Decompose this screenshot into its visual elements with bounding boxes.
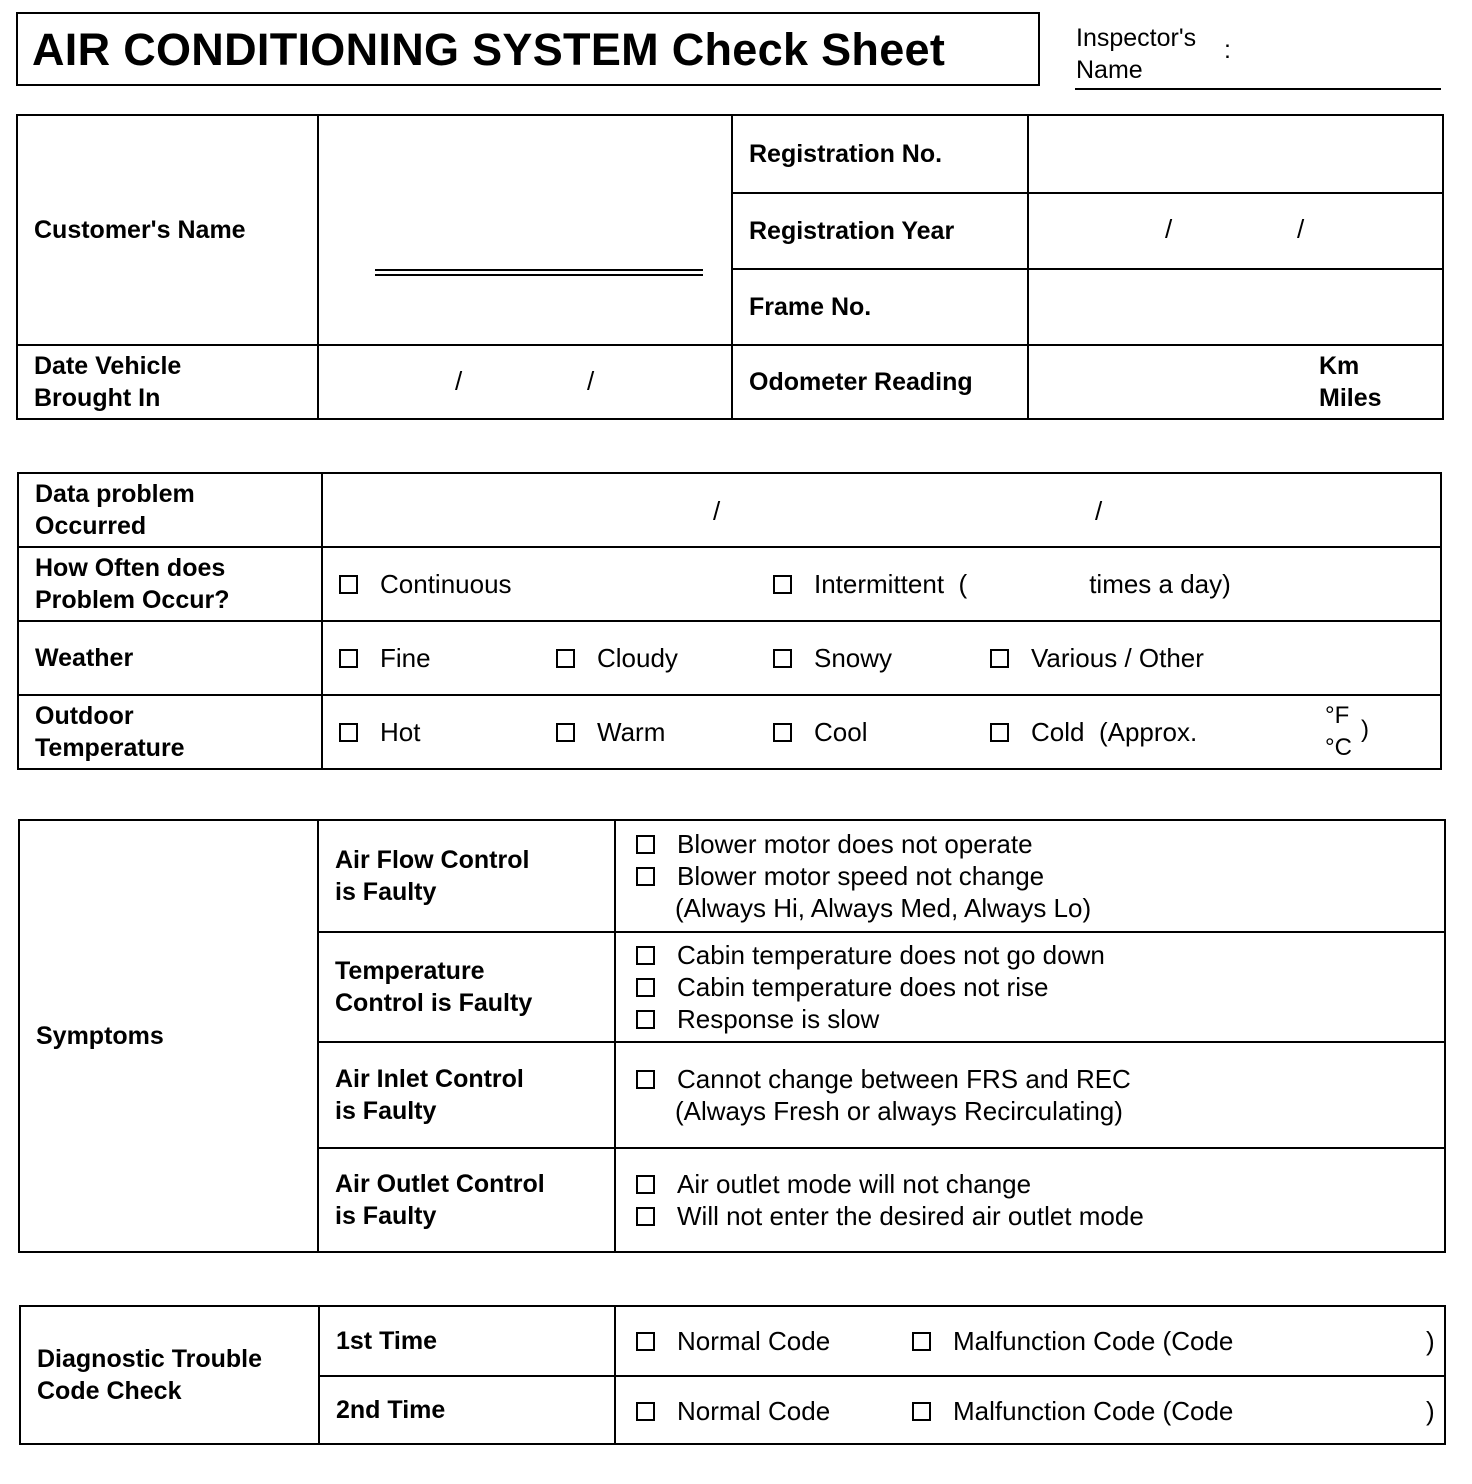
dtc-1st-time-options [615,1306,1445,1376]
checkbox-icon[interactable] [636,946,655,965]
frame-no-field[interactable] [1028,269,1443,345]
inspector-name-field[interactable] [1075,88,1441,90]
option-malfunction-code[interactable]: Malfunction Code (Code [912,1395,1233,1427]
option-cool[interactable]: Cool [773,716,990,748]
customer-name-label: Customer's Name [17,115,318,345]
option-malfunction-code[interactable]: Malfunction Code (Code [912,1325,1233,1357]
celsius-unit: °C [1325,734,1352,761]
option-outlet-mode-not-change[interactable]: Air outlet mode will not change [636,1168,1444,1200]
weather-options [322,621,1441,695]
inspector-colon: : [1224,36,1231,64]
option-cabin-not-rise[interactable]: Cabin temperature does not rise [636,971,1444,1003]
checkbox-icon[interactable] [636,978,655,997]
checkbox-icon[interactable] [339,723,358,742]
temperature-control-label: Temperature Control is Faulty [318,932,615,1042]
registration-year-field[interactable] [1028,193,1443,269]
checkbox-icon[interactable] [636,1175,655,1194]
dtc-2nd-time-options [615,1376,1445,1444]
paren-close: ) [1426,1396,1435,1426]
checkbox-icon[interactable] [339,649,358,668]
how-often-label: How Often does Problem Occur? [18,547,322,621]
date-separator: / [713,496,721,526]
symptoms-label: Symptoms [19,820,318,1252]
option-snowy[interactable]: Snowy [773,642,990,674]
option-various-other[interactable]: Various / Other [990,642,1204,674]
weather-label: Weather [18,621,322,695]
date-brought-in-field[interactable] [318,345,732,419]
air-flow-control-options [615,820,1445,932]
km-unit: Km [1319,352,1360,380]
option-cannot-change-frs-rec[interactable]: Cannot change between FRS and REC [636,1063,1444,1095]
date-separator: / [1165,214,1173,244]
customer-name-field[interactable] [318,115,732,345]
option-cold[interactable]: Cold (Approx. [990,716,1197,748]
option-normal-code[interactable]: Normal Code [636,1325,912,1357]
customer-name-line [375,269,703,276]
vehicle-info-table [16,114,1444,420]
option-warm[interactable]: Warm [556,716,773,748]
option-cabin-not-go-down[interactable]: Cabin temperature does not go down [636,939,1444,971]
symptoms-table [18,819,1446,1253]
paren-close: ) [1426,1326,1435,1356]
option-continuous[interactable]: Continuous [339,568,773,600]
checkbox-icon[interactable] [636,835,655,854]
option-cloudy[interactable]: Cloudy [556,642,773,674]
inspector-label: Inspector's Name [1076,24,1197,84]
page-title: AIR CONDITIONING SYSTEM Check Sheet [32,24,946,75]
registration-no-label: Registration No. [732,115,1028,193]
option-hot[interactable]: Hot [339,716,556,748]
option-blower-speed-not-change[interactable]: Blower motor speed not change [636,860,1444,892]
conditions-table [17,472,1442,770]
how-often-options [322,547,1441,621]
date-brought-in-label: Date Vehicle Brought In [17,345,318,419]
date-separator: / [1297,214,1305,244]
date-occurred-label: Data problem Occurred [18,473,322,547]
paren-close: ) [1361,716,1369,743]
air-flow-note: (Always Hi, Always Med, Always Lo) [675,893,1092,923]
dtc-2nd-time-label: 2nd Time [319,1376,615,1444]
option-response-slow[interactable]: Response is slow [636,1003,1444,1035]
checkbox-icon[interactable] [636,1070,655,1089]
checkbox-icon[interactable] [773,649,792,668]
option-normal-code[interactable]: Normal Code [636,1395,912,1427]
option-intermittent[interactable]: Intermittent ( times a day) [773,568,1231,600]
outdoor-temperature-label: Outdoor Temperature [18,695,322,769]
checkbox-icon[interactable] [636,1207,655,1226]
checkbox-icon[interactable] [636,867,655,886]
air-inlet-control-label: Air Inlet Control is Faulty [318,1042,615,1148]
temperature-options [322,695,1441,769]
checkbox-icon[interactable] [912,1402,931,1421]
fahrenheit-unit: °F [1325,702,1350,729]
checkbox-icon[interactable] [990,649,1009,668]
checkbox-icon[interactable] [990,723,1009,742]
air-outlet-control-options [615,1148,1445,1252]
date-separator: / [587,366,595,396]
registration-year-label: Registration Year [732,193,1028,269]
checkbox-icon[interactable] [556,649,575,668]
dtc-1st-time-label: 1st Time [319,1306,615,1376]
checkbox-icon[interactable] [636,1402,655,1421]
checkbox-icon[interactable] [636,1332,655,1351]
temperature-control-options [615,932,1445,1042]
title-box [16,12,1040,86]
checkbox-icon[interactable] [636,1010,655,1029]
air-outlet-control-label: Air Outlet Control is Faulty [318,1148,615,1252]
air-inlet-note: (Always Fresh or always Recirculating) [675,1096,1123,1126]
option-not-enter-desired-mode[interactable]: Will not enter the desired air outlet mode [636,1200,1444,1232]
option-fine[interactable]: Fine [339,642,556,674]
dtc-label: Diagnostic Trouble Code Check [20,1306,319,1444]
air-flow-control-label: Air Flow Control is Faulty [318,820,615,932]
date-separator: / [455,366,463,396]
date-separator: / [1095,496,1103,526]
air-inlet-control-options [615,1042,1445,1148]
dtc-table [19,1305,1446,1445]
registration-no-field[interactable] [1028,115,1443,193]
checkbox-icon[interactable] [773,575,792,594]
checkbox-icon[interactable] [773,723,792,742]
odometer-field[interactable] [1028,345,1443,419]
date-occurred-field[interactable] [322,473,1441,547]
checkbox-icon[interactable] [339,575,358,594]
odometer-label: Odometer Reading [732,345,1028,419]
checkbox-icon[interactable] [556,723,575,742]
frame-no-label: Frame No. [732,269,1028,345]
checkbox-icon[interactable] [912,1332,931,1351]
option-blower-not-operate[interactable]: Blower motor does not operate [636,828,1444,860]
miles-unit: Miles [1319,384,1382,412]
